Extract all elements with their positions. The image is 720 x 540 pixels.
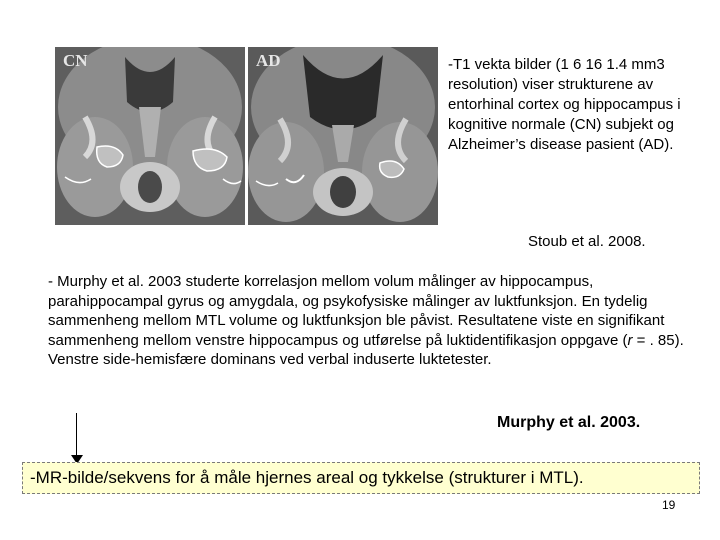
body-paragraph	[48, 272, 688, 370]
body-text-part-1: - Murphy et al. 2003 studerte korrelasjon mellom volum målinger av hippocampus, parahippocampal gyrus og amygdala, og psykofysiske målinger av luktfunksjon. En tydelig sammenheng mellom MTL volume og luktfunksjon ble påvist. Resultatene viste en signifikant sammenheng mellom venstre hippocampus og utførelse på luktidentifikasjon oppgave (	[48, 273, 665, 349]
down-arrow-line	[76, 413, 77, 457]
panel-label-cn: CN	[63, 51, 88, 70]
mri-image-ad	[248, 47, 438, 225]
correlation-symbol: r	[627, 331, 633, 349]
page-number: 19	[662, 498, 676, 512]
panel-label-ad: AD	[256, 51, 281, 70]
body-text-part-2: = . 85). Venstre side-hemisfære dominans ved verbal induserte luktetester.	[48, 331, 684, 368]
figure-citation: Stoub et al. 2008.	[528, 233, 646, 250]
highlight-text: -MR-bilde/sekvens for å måle hjernes areal og tykkelse (strukturer i MTL).	[30, 468, 584, 487]
figure-caption: -T1 vekta bilder (1 6 16 1.4 mm3 resolution) viser strukturene av entorhinal cortex og hippocampus i kognitive normale (CN) subjekt og Alzheimer’s disease pasient (AD).	[448, 56, 681, 153]
mri-image-cn	[55, 47, 245, 225]
body-citation: Murphy et al. 2003.	[497, 414, 641, 431]
